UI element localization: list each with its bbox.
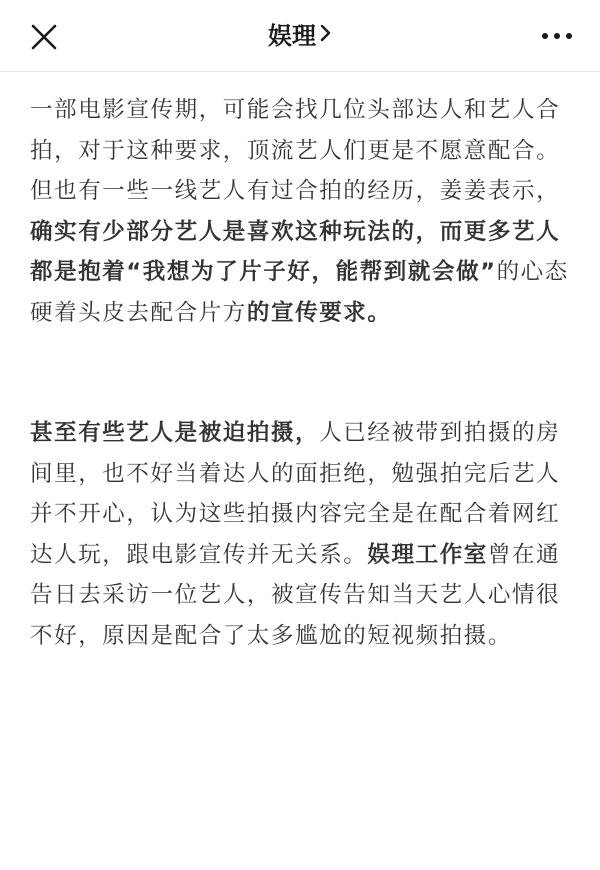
bold-text: 确实有少部分艺人是喜欢这种玩法的，而更多艺人都是抱着“我想为了片子好，能帮到就会做” (30, 218, 561, 285)
article-paragraph (30, 413, 574, 656)
more-icon (540, 28, 574, 44)
paragraph-text: 曾在通告日去采访一位艺人，被宣传告知当天艺人心情很不好，原因是配合了太多尴尬的短视频拍摄。 (30, 541, 561, 649)
more-button[interactable] (540, 28, 574, 44)
chevron-right-icon (320, 17, 332, 53)
bold-text: 娱理工作室 (367, 541, 488, 568)
bold-text: 的宣传要求。 (246, 299, 392, 326)
page-title: 娱理 (268, 22, 316, 50)
bold-text: 甚至有些艺人是被迫拍摄， (30, 420, 320, 446)
top-bar (0, 0, 600, 72)
paragraph-text: 人已经被带到拍摄的房间里，也不好当着达人的面拒绝，勉强拍完后艺人并不开心，认为这些拍摄内容完全是在配合着网红达人玩，跟电影宣传并无关系。 (30, 420, 561, 568)
article-paragraph (30, 90, 574, 333)
account-title-link[interactable] (0, 18, 600, 54)
paragraph-text: 的心态硬着头皮去配合片方 (30, 259, 569, 326)
paragraph-text: 一部电影宣传期，可能会找几位头部达人和艺人合拍，对于这种要求，顶流艺人们更是不愿意配合。但也有一些一线艺人有过合拍的经历，姜姜表示， (30, 97, 561, 204)
article-body (30, 90, 574, 656)
